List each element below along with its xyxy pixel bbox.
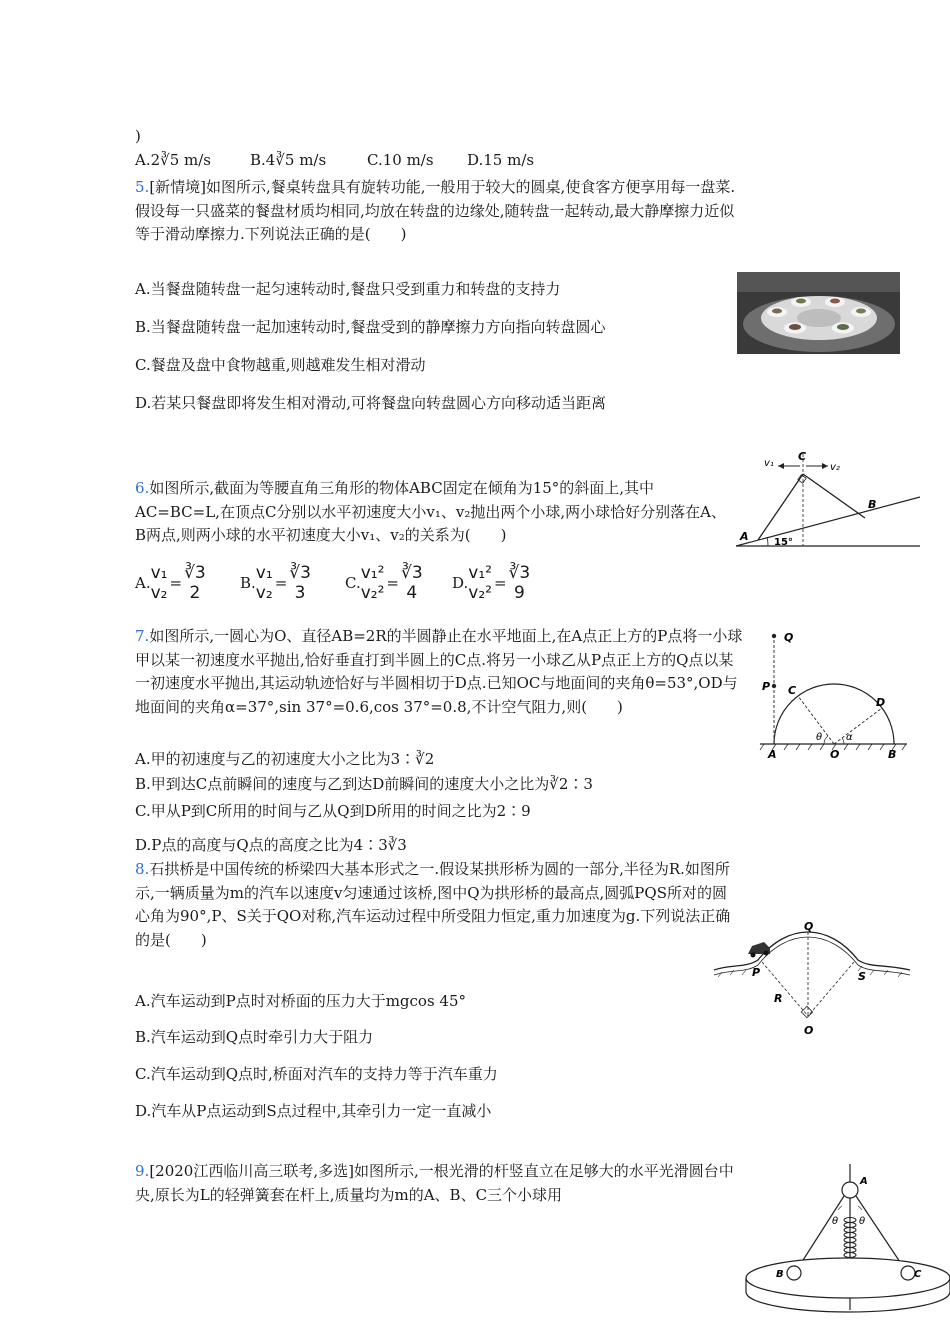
q7-text: 如图所示,一圆心为O、直径AB=2R的半圆静止在水平地面上,在A点正上方的P点将一小球甲以某一初速度水平抛出,恰好垂直打到半圆上的C点.将另一小球乙从P点正上方的Q点以某一初速度水平抛出,其运动轨迹恰好与半圆相切于D点.已知OC与地面间的夹角θ=53°,OD与地面间的夹角α=37°,sin 37°=0.6,cos 37°=0.8,不计空气阻力,则( ) <box>135 627 743 716</box>
q6-option-b: B. v₁ v₂ = ∛3 3 <box>240 563 311 603</box>
turntable-photo-drawing <box>737 272 900 354</box>
q7-option-b: B.甲到达C点前瞬间的速度与乙到达D前瞬间的速度大小之比为∛2∶3 <box>135 775 593 793</box>
q6-label-c: C <box>798 450 807 463</box>
q6-option-a: A. v₁ v₂ = ∛3 2 <box>135 563 206 603</box>
q4-option-d: D.15 m/s <box>467 151 535 169</box>
q8-label-o: O <box>804 1024 814 1037</box>
q7-stem <box>135 625 745 719</box>
q8-arch-bridge-diagram <box>712 920 912 1040</box>
q6-option-c-numerator: v₁² <box>360 563 385 583</box>
q7-option-c: C.甲从P到C所用的时间与乙从Q到D所用的时间之比为2∶9 <box>135 802 531 820</box>
q6-stem <box>135 477 735 548</box>
car-icon <box>748 942 770 958</box>
q8-number: 8. <box>135 860 150 878</box>
q9-label-b: B <box>776 1269 784 1280</box>
q8-option-c: C.汽车运动到Q点时,桥面对汽车的支持力等于汽车重力 <box>135 1065 498 1083</box>
q5-option-c: C.餐盘及盘中食物越重,则越难发生相对滑动 <box>135 356 426 374</box>
q4-option-a: A.2∛5 m/s <box>135 151 211 169</box>
q6-label-v2: v₂ <box>830 462 840 473</box>
q7-label-q: Q <box>784 631 794 644</box>
q9-number: 9. <box>135 1162 150 1180</box>
q6-option-b-numerator: v₁ <box>255 563 273 583</box>
q9-label-a: A <box>860 1176 868 1187</box>
q9-label-theta-left: θ <box>832 1216 839 1227</box>
q6-option-d-denominator: v₂² <box>468 583 492 603</box>
q6-option-c-rhs-numerator: ∛3 <box>401 563 423 583</box>
q8-stem <box>135 858 735 952</box>
q5-number: 5. <box>135 178 150 196</box>
q6-label-b: B <box>868 498 877 511</box>
q5-stem <box>135 176 745 247</box>
q6-option-a-numerator: v₁ <box>150 563 168 583</box>
q7-option-a: A.甲的初速度与乙的初速度大小之比为3∶∛2 <box>135 750 435 768</box>
q6-option-a-rhs-denominator: 2 <box>189 583 201 603</box>
q9-stem <box>135 1160 735 1207</box>
q6-option-c-rhs-denominator: 4 <box>406 583 418 603</box>
q6-option-b-rhs-numerator: ∛3 <box>289 563 311 583</box>
q7-label-alpha: α <box>846 732 853 743</box>
q7-label-b: B <box>888 748 897 761</box>
q8-label-s: S <box>858 970 866 983</box>
q7-number: 7. <box>135 627 150 645</box>
q7-label-p: P <box>762 680 771 693</box>
q5-option-b: B.当餐盘随转盘一起加速转动时,餐盘受到的静摩擦力方向指向转盘圆心 <box>135 318 606 336</box>
q7-label-o: O <box>830 748 840 761</box>
q4-option-c: C.10 m/s <box>367 151 434 169</box>
q6-label-v1: v₁ <box>764 458 774 469</box>
q7-semicircle-diagram <box>752 626 912 762</box>
q9-text: [2020江西临川高三联考,多选]如图所示,一根光滑的杆竖直立在足够大的水平光滑圆台中央,原长为L的轻弹簧套在杆上,质量均为m的A、B、C三个小球用 <box>135 1162 734 1204</box>
q8-label-q: Q <box>804 920 814 933</box>
q8-label-p: P <box>752 966 761 979</box>
q8-option-a: A.汽车运动到P点时对桥面的压力大于mgcos 45° <box>135 992 467 1010</box>
q5-option-a: A.当餐盘随转盘一起匀速转动时,餐盘只受到重力和转盘的支持力 <box>135 280 561 298</box>
q9-label-theta-right: θ <box>859 1216 866 1227</box>
q9-label-c: C <box>914 1269 922 1280</box>
q6-option-d-label: D. <box>452 574 469 592</box>
q7-label-a: A <box>768 748 777 761</box>
q9-spring-rod-diagram <box>742 1160 950 1344</box>
q6-option-b-rhs-denominator: 3 <box>294 583 306 603</box>
q6-option-a-label: A. <box>135 574 151 592</box>
q6-label-angle: 15° <box>774 537 793 548</box>
q6-label-a: A <box>740 530 749 543</box>
q5-option-d: D.若某只餐盘即将发生相对滑动,可将餐盘向转盘圆心方向移动适当距离 <box>135 394 607 412</box>
q6-option-c-label: C. <box>345 574 361 592</box>
q6-option-b-denominator: v₂ <box>255 583 273 603</box>
q5-text: [新情境]如图所示,餐桌转盘具有旋转功能,一般用于较大的圆桌,使食客方便享用每一盘菜.假设每一只盛菜的餐盘材质均相同,均放在转盘的边缘处,随转盘一起转动,最大静摩擦力近似等于滑动摩擦力.下列说法正确的是( ) <box>135 178 736 243</box>
q6-option-c: C. v₁² v₂² = ∛3 4 <box>345 563 423 603</box>
q6-triangle-diagram <box>728 446 928 556</box>
turntable-photo <box>737 272 900 354</box>
q8-label-r: R <box>774 992 783 1005</box>
q6-number: 6. <box>135 479 150 497</box>
q7-option-d: D.P点的高度与Q点的高度之比为4∶3∛3 <box>135 836 407 854</box>
q6-option-d-rhs-denominator: 9 <box>513 583 525 603</box>
q8-option-b: B.汽车运动到Q点时牵引力大于阻力 <box>135 1028 374 1046</box>
q7-label-theta: θ <box>816 732 823 743</box>
q6-option-c-denominator: v₂² <box>360 583 385 603</box>
q6-option-a-rhs-numerator: ∛3 <box>184 563 206 583</box>
q6-option-b-label: B. <box>240 574 256 592</box>
q8-text: 石拱桥是中国传统的桥梁四大基本形式之一.假设某拱形桥为圆的一部分,半径为R.如图所示,一辆质量为m的汽车以速度v匀速通过该桥,图中Q为拱形桥的最高点,圆弧PQS所对的圆心角为90°,P、S关于QO对称,汽车运动过程中所受阻力恒定,重力加速度为g.下列说法正确的是( ) <box>135 860 731 949</box>
q7-label-d: D <box>876 696 886 709</box>
q4-closing-paren: ) <box>135 127 141 145</box>
q6-text: 如图所示,截面为等腰直角三角形的物体ABC固定在倾角为15°的斜面上,其中AC=BC=L,在顶点C分别以水平初速度大小v₁、v₂抛出两个小球,两小球恰好分别落在A、B两点,则两小球的水平初速度大小v₁、v₂的关系为( ) <box>135 479 727 544</box>
q7-label-c: C <box>788 684 797 697</box>
q6-option-d-numerator: v₁² <box>468 563 492 583</box>
q6-option-a-denominator: v₂ <box>150 583 168 603</box>
q8-option-d: D.汽车从P点运动到S点过程中,其牵引力一定一直减小 <box>135 1102 492 1120</box>
q6-option-d-rhs-numerator: ∛3 <box>508 563 531 583</box>
q6-option-d: D. v₁² v₂² = ∛3 9 <box>452 563 531 603</box>
q4-option-b: B.4∛5 m/s <box>250 151 327 169</box>
